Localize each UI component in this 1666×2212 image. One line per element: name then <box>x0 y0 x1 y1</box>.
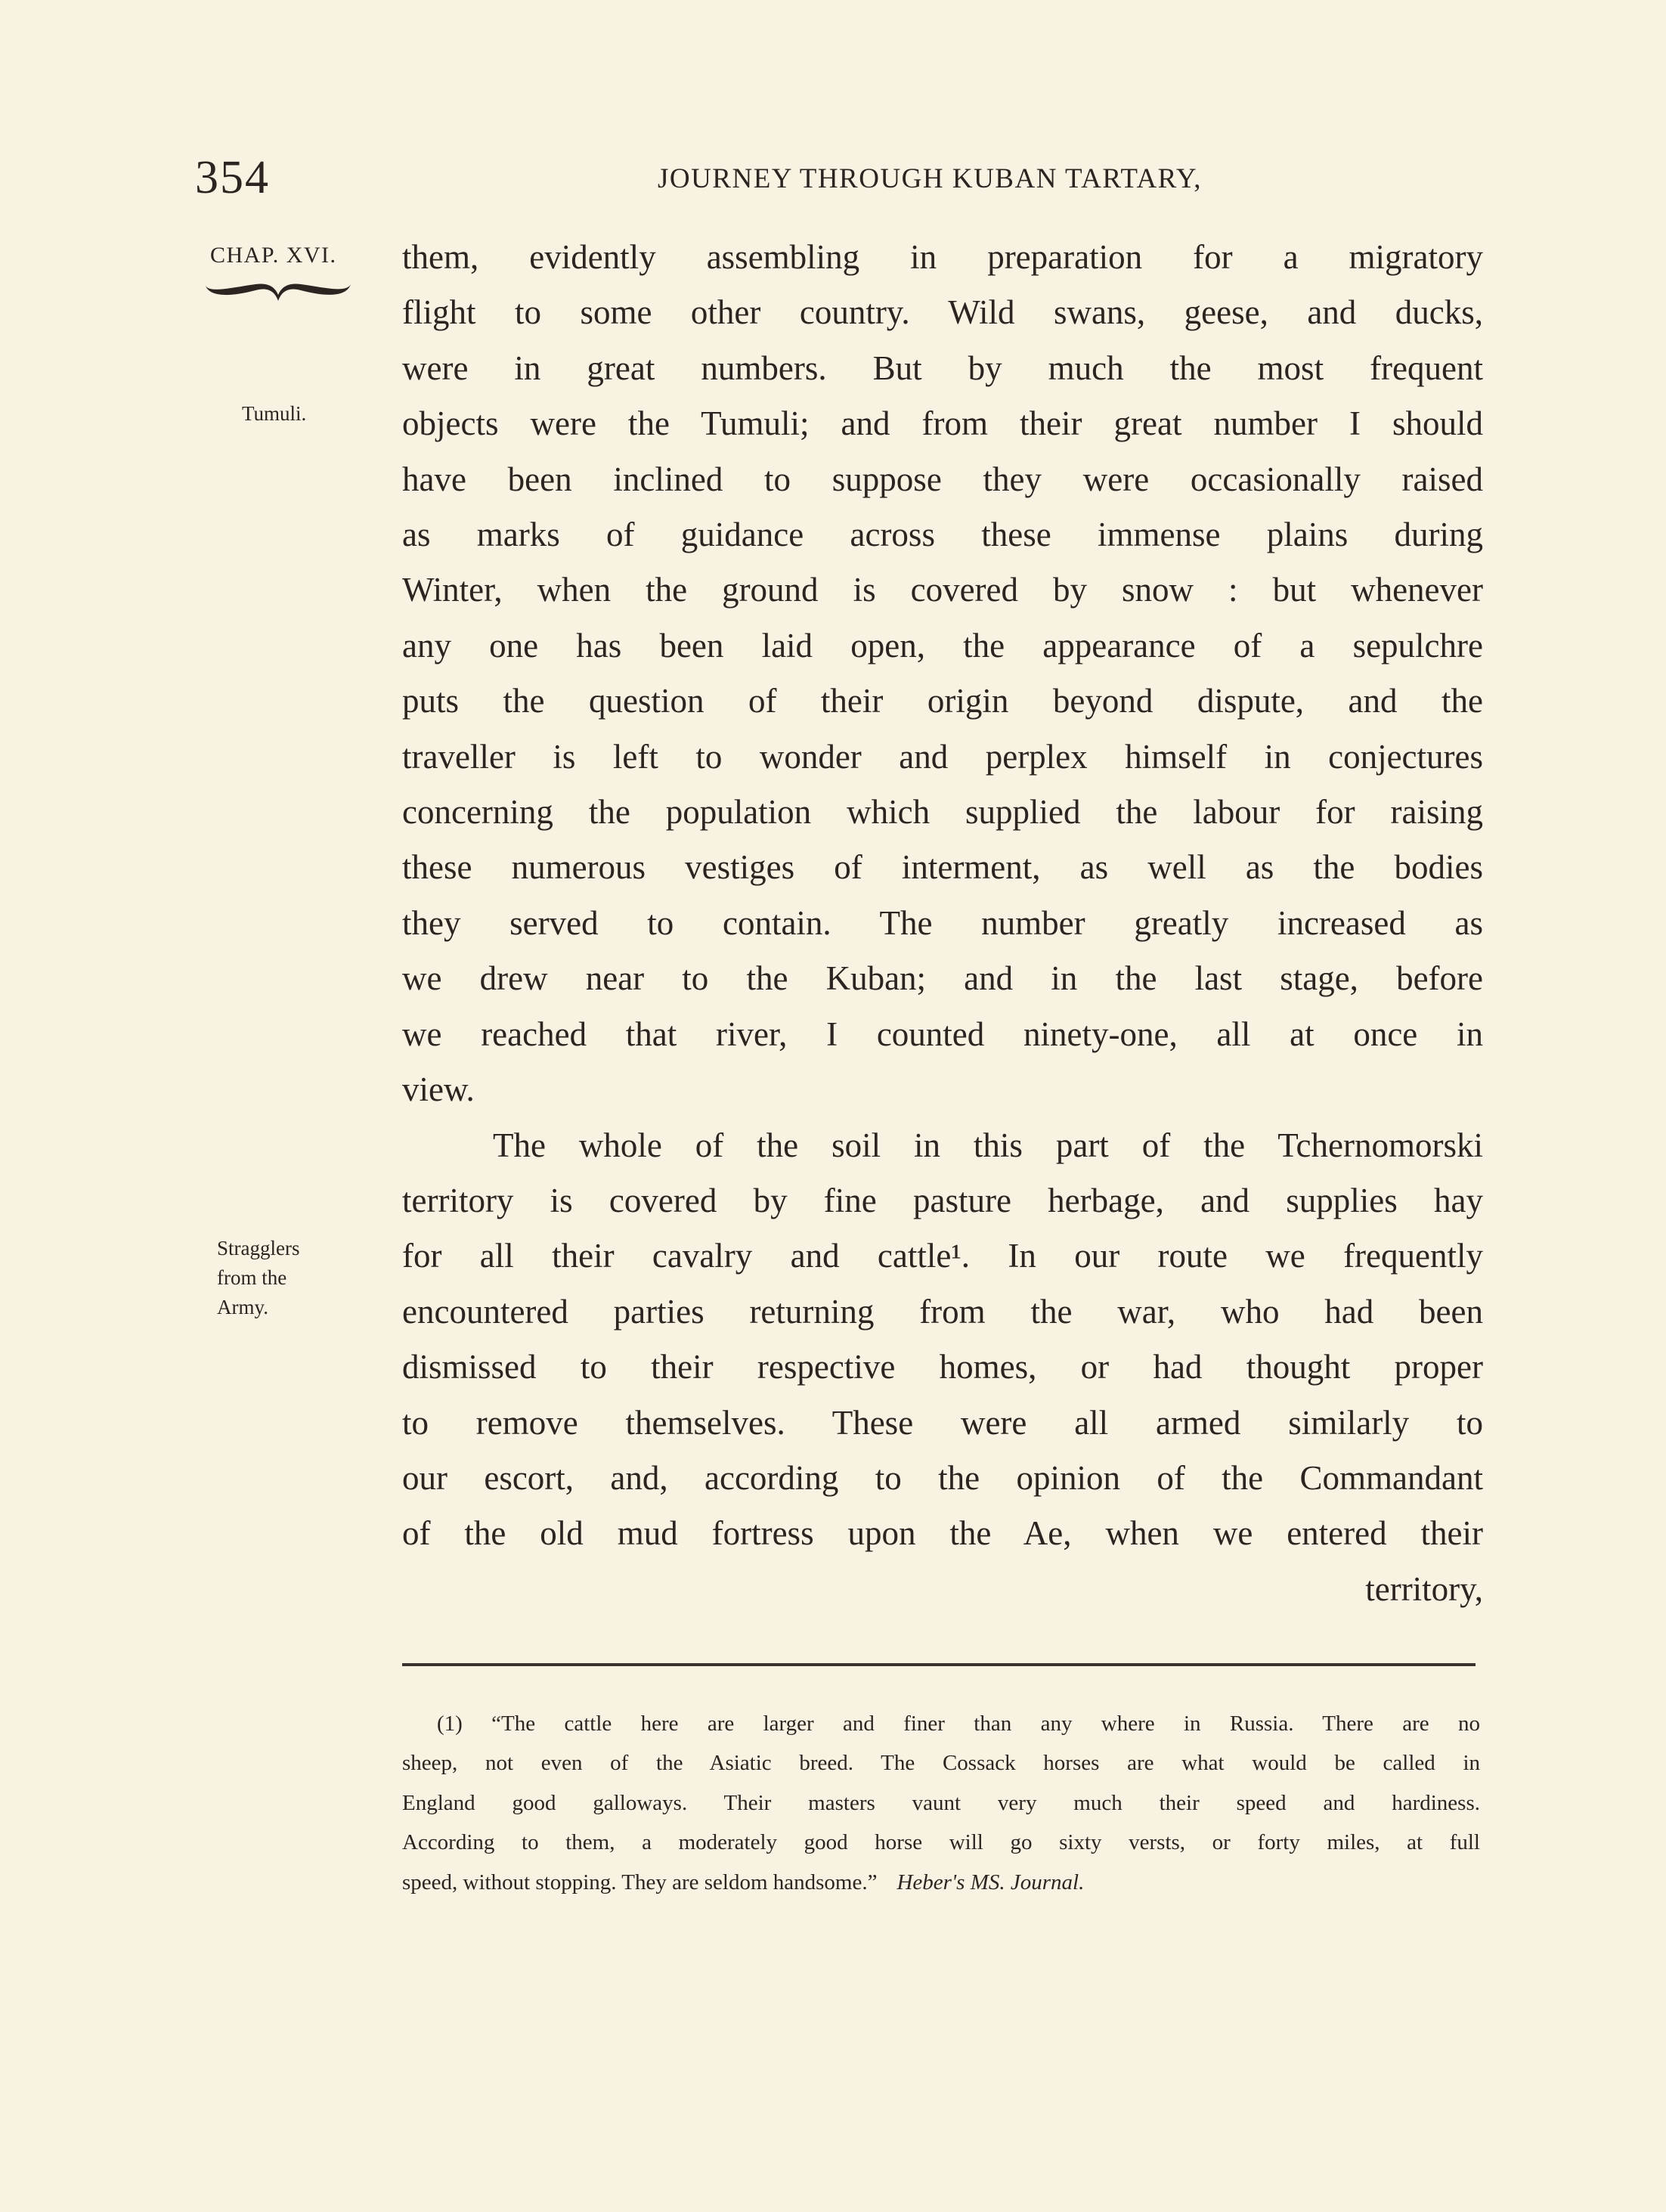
body-line: puts the question of their origin beyond dispute, and the <box>402 682 1483 720</box>
footnote-line: sheep, not even of the Asiatic breed. The Cossack horses are what would be called in <box>402 1751 1480 1776</box>
running-title: JOURNEY THROUGH KUBAN TARTARY, <box>657 163 1203 194</box>
body-line: The whole of the soil in this part of the Tchernomorski <box>493 1126 1483 1164</box>
footnote-rule <box>402 1663 1476 1666</box>
body-line: territory is covered by fine pasture herbage, and supplies hay <box>402 1181 1483 1219</box>
body-line: for all their cavalry and cattle¹. In our route we frequently <box>402 1237 1483 1275</box>
footnote-line: According to them, a moderately good horse will go sixty versts, or forty miles, at full <box>402 1830 1480 1855</box>
margin-note-line: Army. <box>217 1296 268 1318</box>
catchword: territory, <box>1365 1569 1483 1608</box>
body-line: these numerous vestiges of interment, as well as the bodies <box>402 848 1483 887</box>
body-line: to remove themselves. These were all armed similarly to <box>402 1403 1483 1442</box>
body-line: we drew near to the Kuban; and in the last stage, before <box>402 959 1483 998</box>
body-line: dismissed to their respective homes, or had thought proper <box>402 1348 1483 1386</box>
body-line: were in great numbers. But by much the most frequent <box>402 349 1483 387</box>
body-line: objects were the Tumuli; and from their great number I should <box>402 404 1483 443</box>
body-line: they served to contain. The number greatly increased as <box>402 903 1483 942</box>
footnote <box>402 1704 1480 1902</box>
body-line: have been inclined to suppose they were occasionally raised <box>402 460 1483 498</box>
footnote-text: speed, without stopping. They are seldom handsome.” <box>402 1870 878 1894</box>
body-line: them, evidently assembling in preparation for a migratory <box>402 238 1483 276</box>
brace-ornament-icon <box>203 280 354 307</box>
margin-note-line: from the <box>217 1266 287 1289</box>
body-line: encountered parties returning from the war, who had been <box>402 1292 1483 1331</box>
footnote-citation: Heber's MS. Journal. <box>896 1870 1085 1894</box>
margin-note-line: Stragglers <box>217 1237 300 1259</box>
margin-note-tumuli: Tumuli. <box>242 402 307 425</box>
body-line: concerning the population which supplied the labour for raising <box>402 793 1483 832</box>
footnote-line <box>402 1863 1480 1902</box>
body-line: we reached that river, I counted ninety-one, all at once in <box>402 1015 1483 1053</box>
footnote-line: (1) “The cattle here are larger and finer than any where in Russia. There are no <box>437 1712 1480 1736</box>
body-line: view. <box>402 1070 475 1109</box>
body-line: of the old mud fortress upon the Ae, when we entered their <box>402 1514 1483 1553</box>
body-line: flight to some other country. Wild swans, geese, and ducks, <box>402 293 1483 332</box>
margin-note-chapter: CHAP. XVI. <box>210 243 337 268</box>
footnote-line: England good galloways. Their masters vaunt very much their speed and hardiness. <box>402 1790 1480 1815</box>
body-text <box>402 230 1483 1617</box>
body-line: as marks of guidance across these immense plains during <box>402 516 1483 554</box>
body-line: traveller is left to wonder and perplex himself in conjectures <box>402 737 1483 776</box>
body-line: any one has been laid open, the appearance of a sepulchre <box>402 626 1483 665</box>
margin-note-stragglers <box>217 1234 299 1322</box>
body-line: our escort, and, according to the opinion of the Commandant <box>402 1458 1483 1497</box>
body-line: Winter, when the ground is covered by snow : but whenever <box>402 571 1483 609</box>
page-number: 354 <box>195 152 270 203</box>
